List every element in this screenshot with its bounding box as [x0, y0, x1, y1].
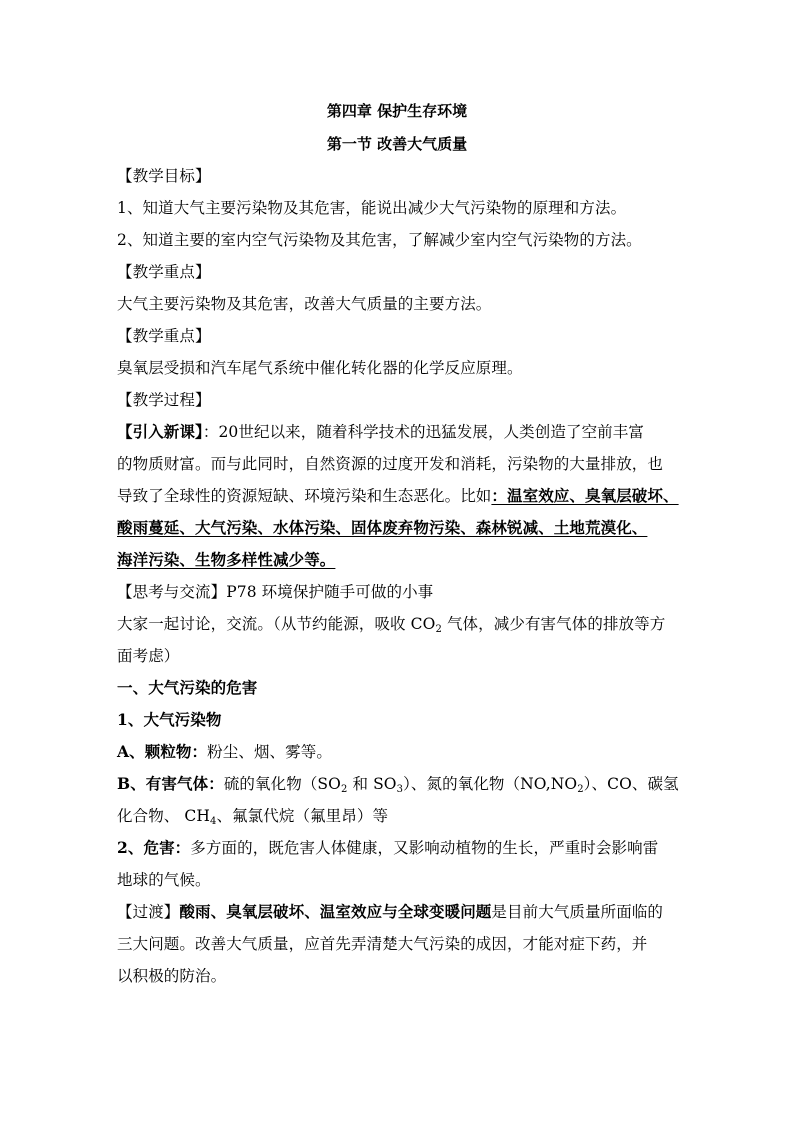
- part1-sub-heading: 1、大气污染物: [117, 710, 222, 729]
- section-title: 第一节 改善大气质量: [326, 135, 468, 153]
- intro-line: [117, 480, 677, 512]
- pollutant-b: 化合物、 $CH_4$、氟氯代烷（氟里昂）等: [117, 807, 389, 827]
- part1-heading: 一、大气污染的危害: [117, 678, 258, 697]
- think-line: 大家一起讨论，交流。（从节约能源，吸收 $CO_2$ 气体，减少有害气体的排放等方: [117, 615, 666, 635]
- intro-highlight: 酸雨蔓延、大气污染、水体污染、固体废弃物污染、森林锐减、土地荒漠化、: [117, 518, 648, 537]
- transition-tag: 【过渡】: [117, 903, 180, 921]
- chapter-title: 第四章 保护生存环境: [326, 102, 468, 120]
- transition-line: 以积极的防治。: [117, 967, 227, 985]
- think-line: 面考虑）: [117, 647, 180, 665]
- intro-highlight: ：温室效应、臭氧层破坏、: [491, 486, 679, 505]
- pollutant-b: B、有害气体：硫的氧化物（$SO_2$ 和 $SO_3$）、氮的氧化物$(NO,NO_2)$、CO、碳氢: [117, 774, 679, 795]
- harm-line: 2、危害：多方面的，既危害人体健康，又影响动植物的生长，严重时会影响雷: [117, 838, 659, 857]
- intro-text: 导致了全球性的资源短缺、环境污染和生态恶化。比如: [117, 487, 492, 505]
- intro-text: ：20世纪以来，随着科学技术的迅猛发展，人类创造了空前丰富: [202, 423, 644, 441]
- key-points-heading: 【教学重点】: [117, 263, 211, 281]
- transition-line: 三大问题。改善大气质量，应首先弄清楚大气污染的成因，才能对症下药，并: [117, 935, 648, 953]
- intro-tag: 【引入新课】: [117, 422, 203, 441]
- think-line: [117, 576, 677, 608]
- objectives-heading: 【教学目标】: [117, 167, 211, 185]
- think-tag: 【思考与交流】: [117, 583, 227, 601]
- difficulties-heading: 【教学重点】: [117, 327, 211, 345]
- intro-highlight: 海洋污染、生物多样性减少等。: [117, 550, 336, 569]
- transition-highlight: 酸雨、臭氧层破坏、温室效应与全球变暖问题: [179, 902, 492, 921]
- harm-line: 地球的气候。: [117, 871, 211, 889]
- objective-item: 2、知道主要的室内空气污染物及其危害，了解减少室内空气污染物的方法。: [117, 231, 642, 249]
- key-points-text: 大气主要污染物及其危害，改善大气质量的主要方法。: [117, 295, 492, 313]
- transition-line: 【过渡】酸雨、臭氧层破坏、温室效应与全球变暖问题是目前大气质量所面临的: [117, 902, 664, 921]
- pollutant-a: A、颗粒物：粉尘、烟、雾等。: [117, 742, 332, 761]
- think-text: P78 环境保护随手可做的小事: [226, 583, 434, 601]
- intro-line: [117, 416, 677, 448]
- intro-line: 的物质财富。而与此同时，自然资源的过度开发和消耗，污染物的大量排放，也: [117, 455, 664, 473]
- process-heading: 【教学过程】: [117, 391, 211, 409]
- document-page: [117, 96, 677, 992]
- difficulties-text: 臭氧层受损和汽车尾气系统中催化转化器的化学反应原理。: [117, 359, 523, 377]
- objective-item: 1、知道大气主要污染物及其危害，能说出减少大气污染物的原理和方法。: [117, 199, 627, 217]
